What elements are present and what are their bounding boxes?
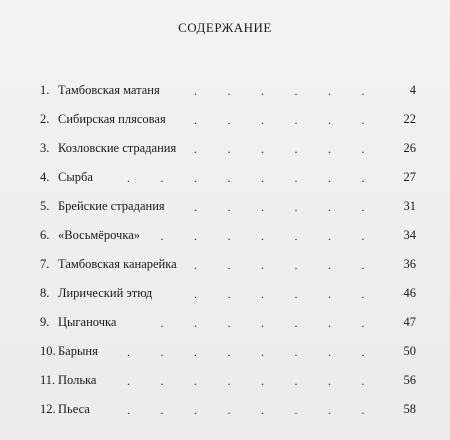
leader-dot: . (294, 200, 298, 214)
leader-dot: . (294, 113, 298, 127)
leader-dot: . (194, 374, 197, 388)
toc-entry (0, 257, 450, 286)
leader-dot: . (294, 287, 298, 301)
leader-dot: . (361, 287, 365, 301)
leader-dot: . (160, 171, 164, 185)
leader-dot: . (227, 229, 231, 243)
leader-dot: . (294, 142, 298, 156)
entry-page: 47 (403, 315, 416, 329)
leader-dot: . (194, 403, 197, 417)
leader-dot: . (261, 171, 264, 185)
entry-title: Брейские страдания (58, 199, 165, 213)
leader-dot: . (127, 345, 130, 359)
leader-dot: . (261, 113, 264, 127)
leader-dot: . (261, 229, 264, 243)
toc-entry (0, 170, 450, 199)
leader-dot: . (194, 84, 197, 98)
leader-dot: . (261, 200, 264, 214)
entry-page: 22 (403, 112, 416, 126)
leader-dot: . (361, 374, 365, 388)
leader-dot: . (227, 374, 231, 388)
toc-entry (0, 344, 450, 373)
entry-page: 34 (403, 228, 416, 242)
entry-title: Тамбовская матаня (58, 83, 160, 97)
leader-dot: . (294, 258, 298, 272)
leader-dot: . (194, 113, 197, 127)
toc-entry (0, 286, 450, 315)
entry-title: Барыня (58, 344, 98, 358)
leader-dot: . (227, 287, 231, 301)
leader-dot: . (194, 316, 197, 330)
leader-dot: . (294, 171, 298, 185)
entry-title: Полька (58, 373, 97, 387)
toc-entry (0, 228, 450, 257)
leader-dot: . (194, 258, 197, 272)
leader-dot: . (261, 258, 264, 272)
leader-dot: . (227, 345, 231, 359)
leader-dot: . (227, 113, 231, 127)
leader-dot: . (160, 374, 164, 388)
leader-dot: . (361, 84, 365, 98)
leader-dot: . (361, 142, 365, 156)
entry-page: 27 (403, 170, 416, 184)
leader-dot: . (194, 200, 197, 214)
toc-entry (0, 199, 450, 228)
table-of-contents (0, 83, 450, 431)
leader-dot: . (194, 142, 197, 156)
leader-dot: . (261, 316, 264, 330)
entry-page: 36 (403, 257, 416, 271)
leader-dot: . (328, 345, 331, 359)
leader-dot: . (261, 84, 264, 98)
entry-title: Козловские страдания (58, 141, 177, 155)
leader-dot: . (261, 142, 264, 156)
leader-dot: . (294, 229, 298, 243)
leader-dot: . (361, 403, 365, 417)
leader-dot: . (227, 403, 231, 417)
leader-dot: . (361, 258, 365, 272)
entry-title: Сибирская плясовая (58, 112, 166, 126)
entry-page: 58 (403, 402, 416, 416)
leader-dot: . (294, 345, 298, 359)
leader-dot: . (328, 374, 331, 388)
leader-dot: . (328, 287, 331, 301)
entry-page: 4 (409, 83, 416, 97)
entry-number: 8. (40, 286, 50, 300)
entry-number: 1. (40, 83, 50, 97)
leader-dot: . (294, 84, 298, 98)
leader-dot: . (361, 345, 365, 359)
leader-dot: . (294, 374, 298, 388)
leader-dot: . (361, 113, 365, 127)
entry-number: 7. (40, 257, 50, 271)
entry-title: «Восьмёрочка» (58, 228, 141, 242)
leader-dot: . (160, 345, 164, 359)
leader-dot: . (227, 84, 231, 98)
leader-dot: . (194, 287, 197, 301)
entry-page: 46 (403, 286, 416, 300)
leader-dot: . (261, 287, 264, 301)
entry-page: 56 (403, 373, 416, 387)
leader-dot: . (328, 403, 331, 417)
leader-dot: . (328, 113, 331, 127)
entry-number: 10. (40, 344, 56, 358)
leader-dot: . (194, 171, 197, 185)
leader-dot: . (261, 345, 264, 359)
toc-entry (0, 112, 450, 141)
entry-title: Цыганочка (58, 315, 117, 329)
entry-page: 31 (403, 199, 416, 213)
entry-title: Лирический этюд (58, 286, 153, 300)
entry-number: 12. (40, 402, 56, 416)
leader-dot: . (127, 171, 130, 185)
entry-page: 26 (403, 141, 416, 155)
leader-dot: . (328, 200, 331, 214)
leader-dot: . (227, 258, 231, 272)
toc-entry (0, 83, 450, 112)
entry-number: 11. (40, 373, 56, 387)
toc-entry (0, 315, 450, 344)
leader-dot: . (194, 229, 197, 243)
leader-dot: . (294, 403, 298, 417)
leader-dot: . (160, 229, 164, 243)
leader-dot: . (361, 171, 365, 185)
entry-title: Пьеса (58, 402, 90, 416)
toc-entry (0, 373, 450, 402)
leader-dot: . (227, 142, 231, 156)
leader-dot: . (227, 316, 231, 330)
entry-number: 3. (40, 141, 50, 155)
leader-dot: . (227, 171, 231, 185)
leader-dot: . (328, 316, 331, 330)
entry-number: 5. (40, 199, 50, 213)
leader-dot: . (194, 345, 197, 359)
leader-dot: . (127, 403, 130, 417)
leader-dot: . (328, 258, 331, 272)
entry-title: Сырба (58, 170, 93, 184)
leader-dot: . (361, 229, 365, 243)
leader-dot: . (328, 171, 331, 185)
leader-dot: . (328, 229, 331, 243)
leader-dot: . (160, 316, 164, 330)
entry-number: 2. (40, 112, 50, 126)
leader-dot: . (328, 84, 331, 98)
toc-entry (0, 402, 450, 431)
toc-entry (0, 141, 450, 170)
leader-dot: . (227, 200, 231, 214)
leader-dot: . (261, 403, 264, 417)
entry-page: 50 (403, 344, 416, 358)
leader-dot: . (160, 403, 164, 417)
page-title: СОДЕРЖАНИЕ (178, 20, 272, 35)
entry-title: Тамбовская канарейка (58, 257, 177, 271)
leader-dot: . (361, 316, 365, 330)
entry-number: 9. (40, 315, 50, 329)
leader-dot: . (361, 200, 365, 214)
leader-dot: . (328, 142, 331, 156)
entry-number: 4. (40, 170, 50, 184)
leader-dot: . (127, 374, 130, 388)
leader-dot: . (261, 374, 264, 388)
leader-dot: . (294, 316, 298, 330)
entry-number: 6. (40, 228, 50, 242)
